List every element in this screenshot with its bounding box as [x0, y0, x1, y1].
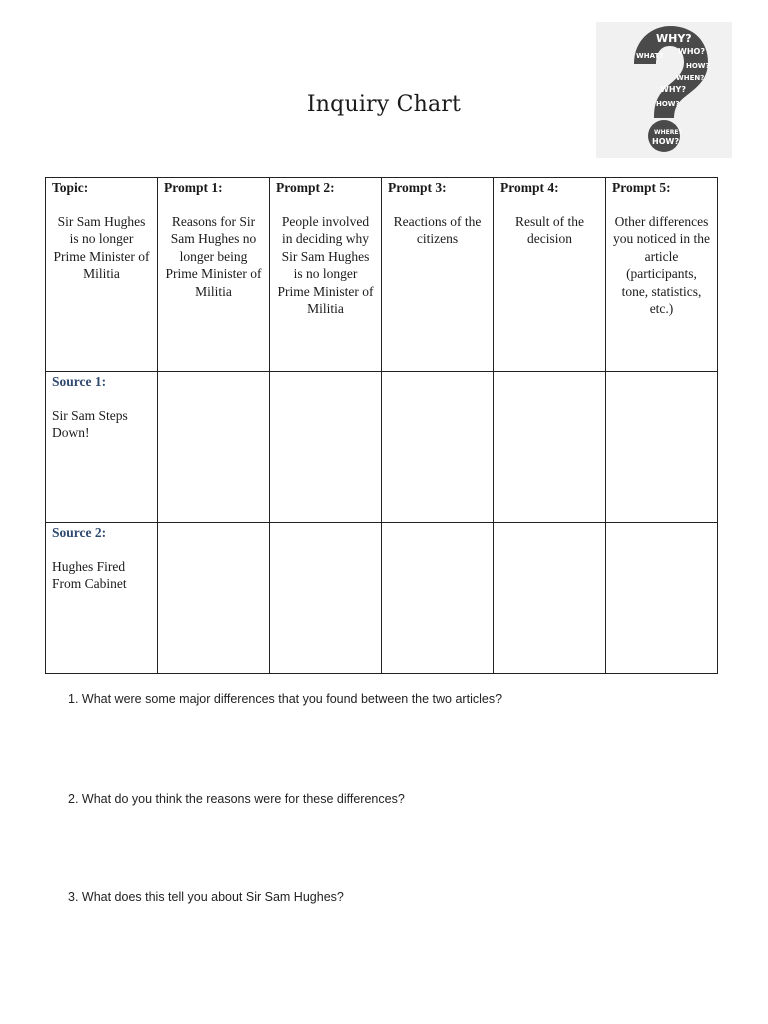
prompt-4-text: Result of the decision: [515, 213, 584, 246]
answer-cell[interactable]: [606, 372, 718, 523]
prompt-1-text: Reasons for Sir Sam Hughes no longer being Prime Minister of Militia: [165, 213, 262, 299]
page-title: Inquiry Chart: [306, 92, 462, 117]
header-row: [46, 178, 718, 372]
prompt-5-label: Prompt 5:: [612, 180, 671, 195]
source-2-row: [46, 523, 718, 674]
prompt-4-label: Prompt 4:: [500, 180, 559, 195]
source-1-row: [46, 372, 718, 523]
source-2-cell: [46, 523, 158, 674]
topic-label: Topic:: [52, 180, 89, 195]
answer-cell[interactable]: [494, 523, 606, 674]
question-mark-word-cloud-icon: [596, 22, 732, 158]
source-1-label: Source 1:: [52, 374, 107, 389]
answer-cell[interactable]: [158, 523, 270, 674]
svg-text:WHY?: WHY?: [660, 85, 686, 94]
answer-cell[interactable]: [158, 372, 270, 523]
prompt-3-label: Prompt 3:: [388, 180, 447, 195]
inquiry-chart-table: [45, 177, 718, 674]
answer-cell[interactable]: [382, 372, 494, 523]
source-2-label: Source 2:: [52, 525, 107, 540]
question-1: 1. What were some major differences that you found between the two articles?: [68, 692, 503, 706]
source-1-cell: [46, 372, 158, 523]
source-1-text: Sir Sam Steps Down!: [52, 407, 128, 440]
question-2: 2. What do you think the reasons were for these differences?: [68, 792, 405, 806]
svg-text:WHO?: WHO?: [678, 47, 705, 56]
prompt-3-cell: [382, 178, 494, 372]
answer-cell[interactable]: [606, 523, 718, 674]
prompt-2-cell: [270, 178, 382, 372]
svg-text:HOW?: HOW?: [656, 100, 680, 108]
prompt-5-text: Other differences you noticed in the article (participants, tone, statistics, etc.): [612, 213, 711, 316]
answer-cell[interactable]: [270, 372, 382, 523]
prompt-4-cell: [494, 178, 606, 372]
topic-text: Sir Sam Hughes is no longer Prime Minister of Militia: [53, 213, 150, 281]
prompt-2-text: People involved in deciding why Sir Sam Hughes is no longer Prime Minister of Militia: [277, 213, 374, 316]
svg-text:HOW?: HOW?: [652, 137, 679, 146]
svg-text:WHEN?: WHEN?: [676, 74, 705, 82]
svg-text:HOW?: HOW?: [686, 62, 710, 70]
svg-text:WHERE?: WHERE?: [654, 129, 682, 136]
prompt-1-cell: [158, 178, 270, 372]
prompt-1-label: Prompt 1:: [164, 180, 223, 195]
question-3: 3. What does this tell you about Sir Sam Hughes?: [68, 890, 344, 904]
prompt-5-cell: [606, 178, 718, 372]
answer-cell[interactable]: [270, 523, 382, 674]
prompt-2-label: Prompt 2:: [276, 180, 335, 195]
prompt-3-text: Reactions of the citizens: [393, 213, 482, 246]
source-2-text: Hughes Fired From Cabinet: [52, 558, 127, 591]
svg-text:WHY?: WHY?: [656, 32, 692, 45]
answer-cell[interactable]: [494, 372, 606, 523]
answer-cell[interactable]: [382, 523, 494, 674]
svg-text:WHAT?: WHAT?: [636, 52, 664, 60]
topic-cell: [46, 178, 158, 372]
